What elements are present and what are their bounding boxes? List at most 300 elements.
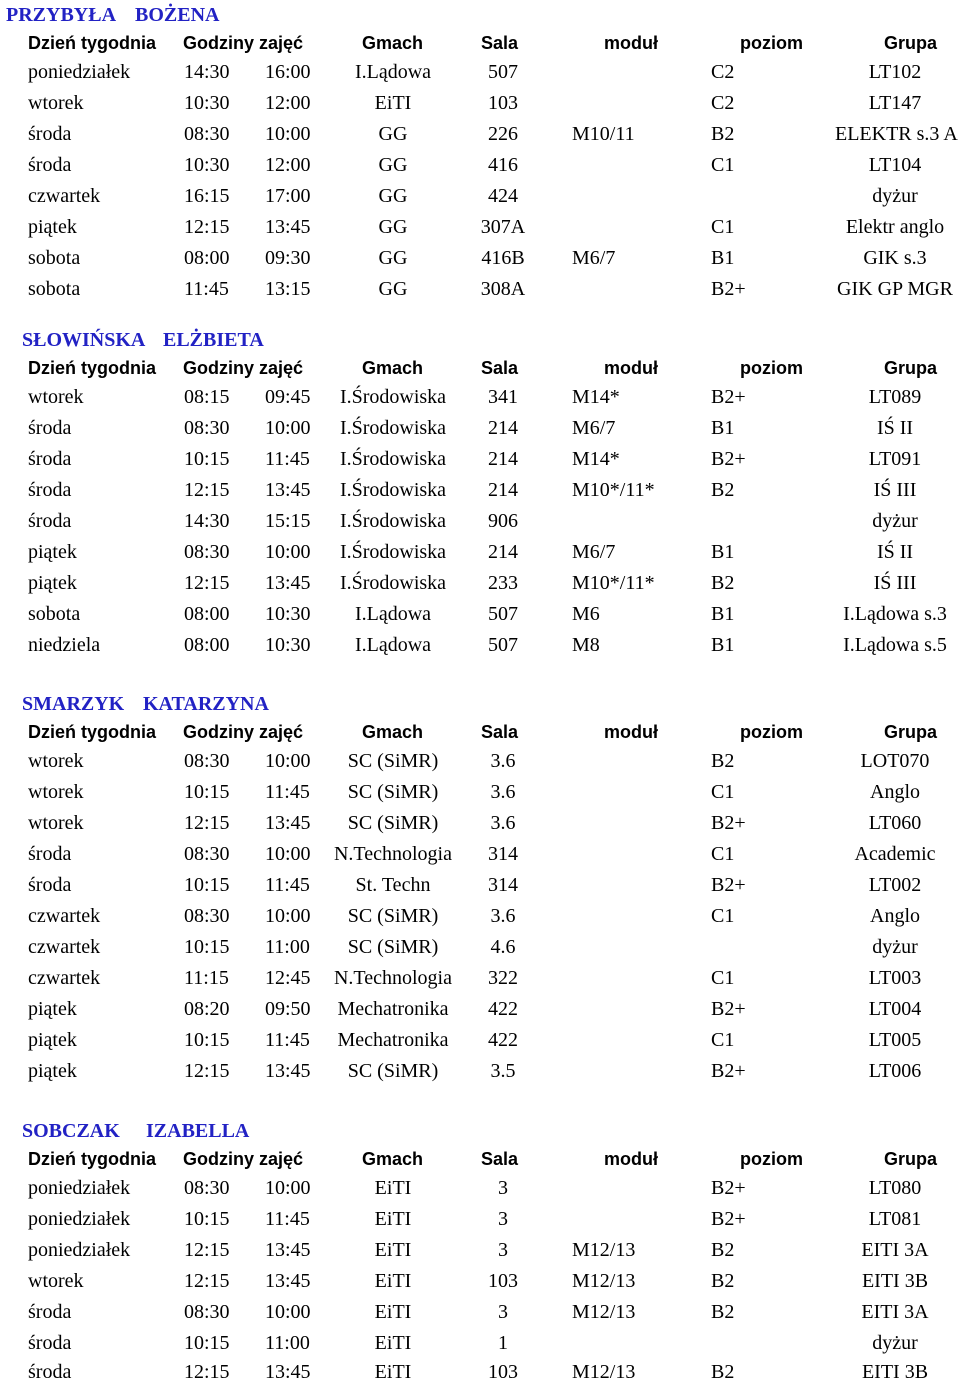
cell-group: LT005 xyxy=(868,1029,922,1051)
cell-end-time: 10:00 xyxy=(265,417,311,439)
cell-room: 3.6 xyxy=(490,781,516,803)
cell-start-time: 10:30 xyxy=(184,154,230,176)
cell-room: 4.6 xyxy=(490,936,516,958)
cell-level: B2 xyxy=(711,1239,735,1261)
cell-day: wtorek xyxy=(28,92,84,114)
teacher-first-name: ELŻBIETA xyxy=(163,329,264,351)
table-row xyxy=(0,444,960,475)
cell-end-time: 12:00 xyxy=(265,92,311,114)
cell-day: środa xyxy=(28,1361,72,1383)
cell-level: B2+ xyxy=(711,278,746,300)
table-row xyxy=(0,88,960,119)
table-row xyxy=(0,630,960,661)
cell-building: EiTI xyxy=(374,1361,412,1383)
cell-room: 214 xyxy=(488,541,518,563)
cell-module: M6/7 xyxy=(572,417,616,439)
cell-start-time: 08:15 xyxy=(184,386,230,408)
cell-level: B2 xyxy=(711,750,735,772)
cell-end-time: 09:30 xyxy=(265,247,311,269)
cell-start-time: 12:15 xyxy=(184,479,230,501)
cell-end-time: 11:00 xyxy=(265,1332,310,1354)
cell-level: B1 xyxy=(711,247,735,269)
table-row xyxy=(0,1235,960,1266)
cell-end-time: 11:45 xyxy=(265,1029,310,1051)
cell-end-time: 10:30 xyxy=(265,634,311,656)
cell-room: 233 xyxy=(488,572,518,594)
cell-end-time: 11:00 xyxy=(265,936,310,958)
cell-group: EITI 3A xyxy=(861,1239,929,1261)
cell-building: SC (SiMR) xyxy=(347,812,439,834)
cell-building: Mechatronika xyxy=(337,998,449,1020)
cell-module: M12/13 xyxy=(572,1301,636,1323)
cell-end-time: 12:45 xyxy=(265,967,311,989)
table-row xyxy=(0,568,960,599)
cell-group: LT147 xyxy=(868,92,922,114)
cell-group: I.Lądowa s.5 xyxy=(843,634,947,656)
cell-start-time: 08:30 xyxy=(184,123,230,145)
teacher-surname: SŁOWIŃSKA xyxy=(22,329,146,351)
column-header-building: Gmach xyxy=(362,33,424,53)
cell-building: EiTI xyxy=(374,1239,412,1261)
cell-end-time: 10:00 xyxy=(265,843,311,865)
cell-building: GG xyxy=(378,185,408,207)
cell-start-time: 08:00 xyxy=(184,603,230,625)
column-header-group: Grupa xyxy=(884,33,938,53)
cell-room: 214 xyxy=(488,448,518,470)
cell-room: 322 xyxy=(488,967,518,989)
column-header-day: Dzień tygodnia xyxy=(28,1149,157,1169)
cell-end-time: 10:00 xyxy=(265,123,311,145)
cell-room: 507 xyxy=(488,603,518,625)
cell-building: EiTI xyxy=(374,1332,412,1354)
cell-module: M6 xyxy=(572,603,600,625)
cell-start-time: 12:15 xyxy=(184,1239,230,1261)
cell-day: środa xyxy=(28,417,72,439)
column-header-module: moduł xyxy=(604,722,658,742)
cell-day: sobota xyxy=(28,247,81,269)
column-header-building: Gmach xyxy=(362,722,424,742)
table-row xyxy=(0,1173,960,1204)
column-header-level: poziom xyxy=(740,1149,803,1169)
cell-day: poniedziałek xyxy=(28,61,131,83)
cell-group: LT004 xyxy=(868,998,922,1020)
column-header-hours: Godziny zajęć xyxy=(183,1149,304,1169)
cell-end-time: 10:00 xyxy=(265,1177,311,1199)
cell-group: Elektr anglo xyxy=(845,216,945,238)
cell-day: poniedziałek xyxy=(28,1177,131,1199)
schedule-section xyxy=(0,325,960,661)
cell-day: piątek xyxy=(28,998,77,1020)
column-header-row xyxy=(0,355,960,382)
cell-end-time: 13:45 xyxy=(265,479,311,501)
cell-room: 307A xyxy=(480,216,526,238)
cell-start-time: 12:15 xyxy=(184,216,230,238)
cell-start-time: 08:20 xyxy=(184,998,230,1020)
table-row xyxy=(0,150,960,181)
cell-building: SC (SiMR) xyxy=(347,750,439,772)
teacher-surname: SOBCZAK xyxy=(22,1120,120,1142)
schedule-section xyxy=(0,1116,960,1385)
cell-day: środa xyxy=(28,1301,72,1323)
schedule-section xyxy=(0,0,960,305)
cell-building: GG xyxy=(378,216,408,238)
table-row xyxy=(0,274,960,305)
cell-level: C1 xyxy=(711,843,735,865)
cell-day: niedziela xyxy=(28,634,101,656)
cell-level: C1 xyxy=(711,216,735,238)
cell-end-time: 15:15 xyxy=(265,510,311,532)
cell-day: wtorek xyxy=(28,750,84,772)
cell-room: 103 xyxy=(488,1361,518,1383)
cell-room: 341 xyxy=(488,386,518,408)
cell-level: C1 xyxy=(711,905,735,927)
column-header-hours: Godziny zajęć xyxy=(183,358,304,378)
cell-end-time: 10:00 xyxy=(265,905,311,927)
cell-group: LT003 xyxy=(868,967,922,989)
cell-day: piątek xyxy=(28,572,77,594)
cell-building: I.Środowiska xyxy=(339,386,447,408)
cell-start-time: 12:15 xyxy=(184,572,230,594)
cell-end-time: 10:00 xyxy=(265,541,311,563)
cell-level: B2+ xyxy=(711,448,746,470)
cell-start-time: 10:15 xyxy=(184,874,230,896)
column-header-day: Dzień tygodnia xyxy=(28,358,157,378)
cell-room: 422 xyxy=(488,1029,518,1051)
cell-end-time: 10:00 xyxy=(265,1301,311,1323)
cell-day: wtorek xyxy=(28,812,84,834)
column-header-group: Grupa xyxy=(884,358,938,378)
cell-group: LT104 xyxy=(868,154,922,176)
cell-building: EiTI xyxy=(374,92,412,114)
table-row xyxy=(0,181,960,212)
cell-group: IŚ III xyxy=(873,572,917,594)
cell-level: B1 xyxy=(711,541,735,563)
table-row xyxy=(0,994,960,1025)
cell-start-time: 11:45 xyxy=(184,278,229,300)
cell-group: LT091 xyxy=(868,448,922,470)
table-row xyxy=(0,382,960,413)
cell-day: środa xyxy=(28,874,72,896)
cell-end-time: 10:30 xyxy=(265,603,311,625)
cell-building: EiTI xyxy=(374,1301,412,1323)
cell-start-time: 08:30 xyxy=(184,417,230,439)
cell-day: piątek xyxy=(28,216,77,238)
cell-building: I.Środowiska xyxy=(339,417,447,439)
cell-day: wtorek xyxy=(28,781,84,803)
cell-end-time: 13:45 xyxy=(265,572,311,594)
teacher-surname: PRZYBYŁA xyxy=(6,4,117,26)
cell-start-time: 14:30 xyxy=(184,61,230,83)
cell-module: M10*/11* xyxy=(572,479,655,501)
cell-room: 214 xyxy=(488,417,518,439)
cell-group: IŚ III xyxy=(873,479,917,501)
column-header-hours: Godziny zajęć xyxy=(183,722,304,742)
cell-group: I.Lądowa s.3 xyxy=(843,603,947,625)
teacher-first-name: BOŻENA xyxy=(135,4,220,26)
cell-level: B1 xyxy=(711,417,735,439)
cell-day: czwartek xyxy=(28,905,101,927)
table-row xyxy=(0,1328,960,1359)
column-header-building: Gmach xyxy=(362,358,424,378)
column-header-group: Grupa xyxy=(884,722,938,742)
cell-start-time: 08:00 xyxy=(184,247,230,269)
cell-end-time: 09:45 xyxy=(265,386,311,408)
cell-level: B2+ xyxy=(711,812,746,834)
table-row xyxy=(0,599,960,630)
cell-building: EiTI xyxy=(374,1270,412,1292)
cell-room: 1 xyxy=(498,1332,508,1354)
cell-building: N.Technologia xyxy=(333,843,452,865)
cell-start-time: 12:15 xyxy=(184,1270,230,1292)
table-row xyxy=(0,777,960,808)
cell-building: St. Techn xyxy=(355,874,431,896)
table-row xyxy=(0,1056,960,1087)
cell-day: środa xyxy=(28,123,72,145)
cell-end-time: 11:45 xyxy=(265,448,310,470)
column-header-room: Sala xyxy=(481,33,519,53)
table-row xyxy=(0,119,960,150)
cell-start-time: 16:15 xyxy=(184,185,230,207)
cell-end-time: 11:45 xyxy=(265,781,310,803)
cell-group: LT089 xyxy=(868,386,922,408)
cell-level: B1 xyxy=(711,603,735,625)
column-header-day: Dzień tygodnia xyxy=(28,33,157,53)
cell-room: 507 xyxy=(488,634,518,656)
cell-room: 103 xyxy=(488,1270,518,1292)
cell-group: IŚ II xyxy=(876,417,914,439)
cell-building: I.Środowiska xyxy=(339,479,447,501)
cell-group: dyżur xyxy=(872,936,918,958)
cell-group: LT102 xyxy=(868,61,922,83)
table-row xyxy=(0,808,960,839)
cell-level: B1 xyxy=(711,634,735,656)
cell-level: B2 xyxy=(711,1270,735,1292)
cell-building: GG xyxy=(378,247,408,269)
table-row xyxy=(0,870,960,901)
cell-room: 3.6 xyxy=(490,750,516,772)
cell-room: 314 xyxy=(488,843,518,865)
table-row xyxy=(0,243,960,274)
cell-group: Anglo xyxy=(870,781,920,803)
cell-room: 3.6 xyxy=(490,905,516,927)
cell-group: EITI 3B xyxy=(861,1361,929,1383)
cell-level: B2+ xyxy=(711,1060,746,1082)
cell-end-time: 13:45 xyxy=(265,1060,311,1082)
cell-group: LOT070 xyxy=(860,750,930,772)
column-header-module: moduł xyxy=(604,358,658,378)
cell-building: EiTI xyxy=(374,1177,412,1199)
cell-end-time: 09:50 xyxy=(265,998,311,1020)
cell-building: N.Technologia xyxy=(333,967,452,989)
cell-module: M12/13 xyxy=(572,1361,636,1383)
cell-end-time: 13:45 xyxy=(265,1239,311,1261)
cell-level: C2 xyxy=(711,61,735,83)
schedule-section xyxy=(0,689,960,1087)
cell-building: I.Środowiska xyxy=(339,448,447,470)
cell-day: środa xyxy=(28,510,72,532)
cell-start-time: 10:30 xyxy=(184,92,230,114)
cell-room: 226 xyxy=(488,123,518,145)
cell-day: poniedziałek xyxy=(28,1239,131,1261)
column-header-room: Sala xyxy=(481,722,519,742)
cell-day: czwartek xyxy=(28,967,101,989)
cell-start-time: 10:15 xyxy=(184,781,230,803)
cell-start-time: 08:30 xyxy=(184,541,230,563)
teacher-name xyxy=(0,689,960,719)
cell-start-time: 10:15 xyxy=(184,1332,230,1354)
table-row xyxy=(0,963,960,994)
cell-level: B2+ xyxy=(711,1177,746,1199)
cell-level: B2 xyxy=(711,479,735,501)
cell-day: środa xyxy=(28,843,72,865)
cell-module: M6/7 xyxy=(572,541,616,563)
cell-end-time: 12:00 xyxy=(265,154,311,176)
cell-module: M12/13 xyxy=(572,1270,636,1292)
cell-level: C1 xyxy=(711,154,735,176)
cell-group: LT081 xyxy=(868,1208,922,1230)
table-row xyxy=(0,1297,960,1328)
cell-building: I.Lądowa xyxy=(354,61,432,83)
teacher-name xyxy=(0,1116,960,1146)
table-row xyxy=(0,506,960,537)
cell-end-time: 13:15 xyxy=(265,278,311,300)
column-header-module: moduł xyxy=(604,1149,658,1169)
cell-building: I.Lądowa xyxy=(354,603,432,625)
cell-day: piątek xyxy=(28,541,77,563)
cell-start-time: 08:30 xyxy=(184,750,230,772)
cell-level: B2+ xyxy=(711,386,746,408)
cell-level: B2 xyxy=(711,1361,735,1383)
cell-level: B2 xyxy=(711,572,735,594)
cell-day: wtorek xyxy=(28,386,84,408)
column-header-room: Sala xyxy=(481,1149,519,1169)
cell-building: Mechatronika xyxy=(337,1029,449,1051)
cell-building: I.Środowiska xyxy=(339,572,447,594)
cell-room: 507 xyxy=(488,61,518,83)
cell-start-time: 10:15 xyxy=(184,1208,230,1230)
cell-start-time: 10:15 xyxy=(184,936,230,958)
cell-day: sobota xyxy=(28,603,81,625)
cell-module: M10*/11* xyxy=(572,572,655,594)
cell-end-time: 11:45 xyxy=(265,874,310,896)
cell-group: LT006 xyxy=(868,1060,922,1082)
cell-module: M8 xyxy=(572,634,600,656)
cell-group: GIK s.3 xyxy=(863,247,927,269)
cell-room: 424 xyxy=(488,185,518,207)
cell-room: 214 xyxy=(488,479,518,501)
cell-module: M12/13 xyxy=(572,1239,636,1261)
cell-start-time: 08:30 xyxy=(184,1301,230,1323)
cell-level: B2+ xyxy=(711,998,746,1020)
cell-room: 3.5 xyxy=(490,1060,516,1082)
column-header-room: Sala xyxy=(481,358,519,378)
column-header-row xyxy=(0,719,960,746)
teacher-name xyxy=(0,0,960,30)
cell-start-time: 10:15 xyxy=(184,1029,230,1051)
table-row xyxy=(0,839,960,870)
teacher-surname: SMARZYK xyxy=(22,693,125,715)
cell-day: poniedziałek xyxy=(28,1208,131,1230)
cell-building: SC (SiMR) xyxy=(347,936,439,958)
cell-group: IŚ II xyxy=(876,541,914,563)
cell-end-time: 13:45 xyxy=(265,1361,311,1383)
cell-group: EITI 3B xyxy=(861,1270,929,1292)
column-header-row xyxy=(0,30,960,57)
cell-room: 3 xyxy=(498,1239,508,1261)
cell-building: SC (SiMR) xyxy=(347,1060,439,1082)
cell-level: C1 xyxy=(711,781,735,803)
column-header-level: poziom xyxy=(740,33,803,53)
cell-day: czwartek xyxy=(28,936,101,958)
cell-group: EITI 3A xyxy=(861,1301,929,1323)
cell-start-time: 12:15 xyxy=(184,812,230,834)
table-row xyxy=(0,537,960,568)
cell-group: LT080 xyxy=(868,1177,922,1199)
cell-building: I.Środowiska xyxy=(339,510,447,532)
column-header-day: Dzień tygodnia xyxy=(28,722,157,742)
cell-building: I.Środowiska xyxy=(339,541,447,563)
cell-end-time: 17:00 xyxy=(265,185,311,207)
cell-day: czwartek xyxy=(28,185,101,207)
table-row xyxy=(0,475,960,506)
cell-day: piątek xyxy=(28,1029,77,1051)
table-row xyxy=(0,413,960,444)
cell-start-time: 12:15 xyxy=(184,1060,230,1082)
cell-group: LT002 xyxy=(868,874,922,896)
teacher-first-name: IZABELLA xyxy=(146,1120,250,1142)
cell-start-time: 12:15 xyxy=(184,1361,230,1383)
teacher-first-name: KATARZYNA xyxy=(143,693,269,715)
cell-end-time: 16:00 xyxy=(265,61,311,83)
table-row xyxy=(0,1359,960,1385)
cell-start-time: 08:30 xyxy=(184,1177,230,1199)
cell-room: 906 xyxy=(488,510,518,532)
cell-start-time: 08:30 xyxy=(184,905,230,927)
cell-module: M6/7 xyxy=(572,247,616,269)
cell-level: C1 xyxy=(711,1029,735,1051)
cell-start-time: 14:30 xyxy=(184,510,230,532)
cell-group: dyżur xyxy=(872,1332,918,1354)
cell-end-time: 13:45 xyxy=(265,216,311,238)
cell-group: dyżur xyxy=(872,510,918,532)
cell-room: 3 xyxy=(498,1208,508,1230)
table-row xyxy=(0,1266,960,1297)
table-row xyxy=(0,932,960,963)
cell-day: środa xyxy=(28,448,72,470)
cell-group: GIK GP MGR xyxy=(837,278,953,300)
cell-building: GG xyxy=(378,154,408,176)
cell-level: B2 xyxy=(711,1301,735,1323)
teacher-name xyxy=(0,325,960,355)
cell-group: ELEKTR s.3 A xyxy=(835,123,958,145)
column-header-hours: Godziny zajęć xyxy=(183,33,304,53)
cell-level: C2 xyxy=(711,92,735,114)
column-header-group: Grupa xyxy=(884,1149,938,1169)
cell-group: Anglo xyxy=(870,905,920,927)
table-row xyxy=(0,901,960,932)
cell-group: dyżur xyxy=(872,185,918,207)
cell-module: M14* xyxy=(572,448,620,470)
cell-building: SC (SiMR) xyxy=(347,905,439,927)
cell-start-time: 08:30 xyxy=(184,843,230,865)
cell-day: wtorek xyxy=(28,1270,84,1292)
cell-end-time: 13:45 xyxy=(265,1270,311,1292)
cell-day: środa xyxy=(28,479,72,501)
column-header-level: poziom xyxy=(740,722,803,742)
cell-start-time: 11:15 xyxy=(184,967,229,989)
cell-room: 3.6 xyxy=(490,812,516,834)
cell-end-time: 11:45 xyxy=(265,1208,310,1230)
